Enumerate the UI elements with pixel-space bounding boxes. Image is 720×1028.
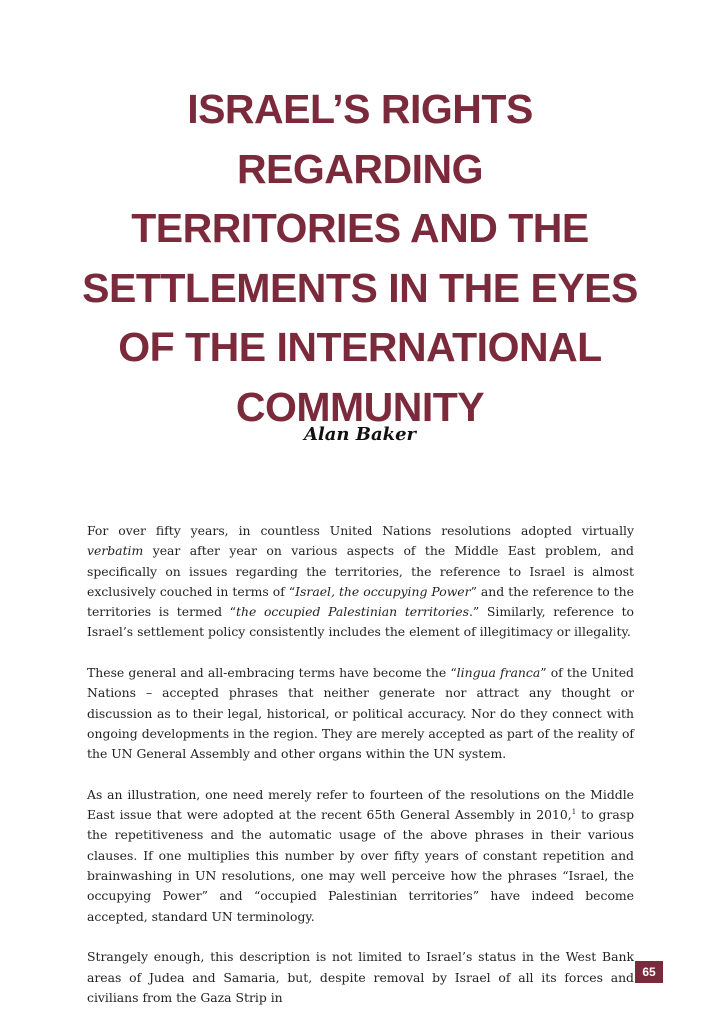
title-line: ISRAEL’S RIGHTS REGARDING — [187, 86, 533, 192]
emphasis-text: lingua franca — [456, 665, 541, 681]
article-title — [60, 80, 660, 437]
paragraph — [87, 521, 634, 643]
title-line: COMMUNITY — [235, 383, 485, 430]
emphasis-text: Israel, the occupying Power — [295, 583, 471, 599]
paragraph — [87, 947, 634, 1008]
title-line: OF THE INTERNATIONAL — [118, 324, 602, 370]
text-run: year after year on various aspects of the Middle East problem, and specifically on issues regarding the territories, the reference to Israel is almost exclusively couched in terms of “ — [87, 543, 634, 599]
text-run: For over fifty years, in countless United Nations resolutions adopted virtually — [87, 523, 634, 538]
text-run: These general and all-embracing terms have become the “ — [87, 665, 457, 681]
emphasis-text: the occupied Palestinian territories — [236, 604, 469, 620]
page-number-badge: 65 — [635, 961, 663, 983]
author-name: Alan Baker — [303, 424, 417, 445]
text-run: ” and the reference to the territories is termed “ — [87, 583, 634, 620]
text-run: As an illustration, one need merely refer to fourteen of the resolutions on the Middle East issue that were adopted at the recent 65th General Assembly in 2010, — [87, 786, 634, 823]
title-line: TERRITORIES AND THE — [131, 205, 589, 251]
emphasis-text: verbatim — [87, 543, 144, 559]
paragraph — [87, 663, 634, 764]
title-line: SETTLEMENTS IN THE EYES — [82, 264, 638, 311]
text-run: .” Similarly, reference to Israel’s settlement policy consistently includes the element of illegitimacy or illegality. — [87, 604, 635, 640]
paragraph — [87, 785, 634, 927]
text-run: ” of the United Nations – accepted phrases that neither generate nor attract any thought or discussion as to their legal, historical, or political accuracy. Nor do they connect with ongoing developments in the region. They are merely accepted as part of the reality of the UN General Assembly and other organs within the UN system. — [87, 665, 634, 762]
text-run: Strangely enough, this description is not limited to Israel’s status in the West Bank areas of Judea and Samaria, but, despite removal by Israel of all its forces and civilians from the Gaza Strip in — [87, 949, 634, 1005]
footnote-marker[interactable]: 1 — [571, 808, 577, 817]
article-body — [87, 521, 634, 1028]
text-run: to grasp the repetitiveness and the automatic usage of the above phrases in their various clauses. If one multiplies this number by over fifty years of constant repetition and brainwashing in UN resolutions, one may well perceive how the phrases “Israel, the occupying Power” and “occupied Palestinian territories” have indeed become accepted, standard UN terminology. — [87, 807, 635, 924]
